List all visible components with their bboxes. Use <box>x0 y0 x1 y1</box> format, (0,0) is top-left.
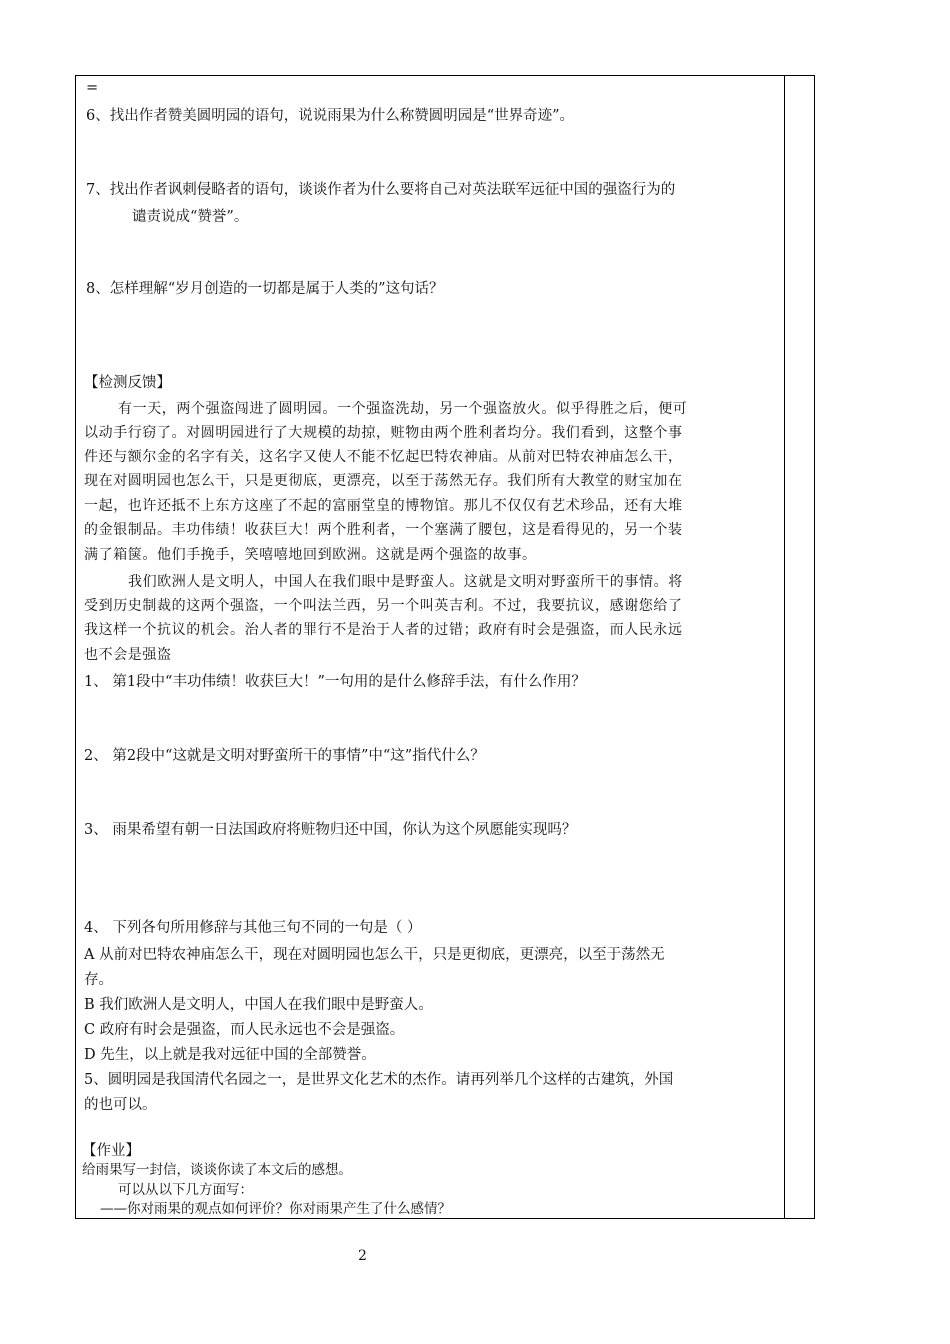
question-6: 6、找出作者赞美圆明园的语句，说说雨果为什么称赞圆明园是“世界奇迹”。 <box>86 108 575 124</box>
option-a-line-1: A 从前对巴特农神庙怎么干，现在对圆明园也怎么干，只是更彻底，更漂亮，以至于荡然无 <box>84 947 665 963</box>
passage-line: 以动手行窃了。对圆明园进行了大规模的劫掠，赃物由两个胜利者均分。我们看到，这整个事 <box>84 425 683 441</box>
homework-line-3: ——你对雨果的观点如何评价？你对雨果产生了什么感情？ <box>100 1201 451 1217</box>
passage-line: 我这样一个抗议的机会。治人者的罪行不是治于人者的过错；政府有时会是强盗，而人民永远 <box>84 622 683 638</box>
passage-line: 满了箱箧。他们手挽手，笑嘻嘻地回到欧洲。这就是两个强盗的故事。 <box>84 547 537 563</box>
passage-line: 我们欧洲人是文明人，中国人在我们眼中是野蛮人。这就是文明对野蛮所干的事情。将 <box>128 574 683 590</box>
feedback-question-1: 1、 第1段中“丰功伟绩！收获巨大！”一句用的是什么修辞手法，有什么作用？ <box>84 674 586 690</box>
feedback-question-5-line-2: 的也可以。 <box>84 1097 157 1113</box>
feedback-question-2: 2、 第2段中“这就是文明对野蛮所干的事情”中“这”指代什么？ <box>84 748 485 764</box>
question-8: 8、怎样理解“岁月创造的一切都是属于人类的”这句话？ <box>86 281 444 297</box>
passage-line: 的金银制品。丰功伟绩！收获巨大！两个胜利者，一个塞满了腰包，这是看得见的，另一个装 <box>84 522 683 538</box>
passage-line: 一起，也许还抵不上东方这座了不起的富丽堂皇的博物馆。那儿不仅仅有艺术珍品，还有大堆 <box>84 498 683 514</box>
table-column-divider <box>784 75 785 1219</box>
feedback-heading: 【检测反馈】 <box>84 375 171 391</box>
feedback-question-5-line-1: 5、圆明园是我国清代名园之一，是世界文化艺术的杰作。请再列举几个这样的古建筑，外国 <box>84 1072 674 1088</box>
question-7-line-1: 7、找出作者讽刺侵略者的语句，谈谈作者为什么要将自己对英法联军远征中国的强盗行为的 <box>86 182 676 198</box>
option-b: B 我们欧洲人是文明人，中国人在我们眼中是野蛮人。 <box>84 997 433 1013</box>
page-number: 2 <box>358 1248 367 1264</box>
feedback-question-3: 3、 雨果希望有朝一日法国政府将赃物归还中国，你认为这个夙愿能实现吗？ <box>84 822 577 838</box>
passage-line: 现在对圆明园也怎么干，只是更彻底，更漂亮，以至于荡然无存。我们所有大教堂的财宝加在 <box>84 473 683 489</box>
option-c: C 政府有时会是强盗，而人民永远也不会是强盗。 <box>84 1022 405 1038</box>
option-d: D 先生，以上就是我对远征中国的全部赞誉。 <box>84 1047 376 1063</box>
passage-line: 有一天，两个强盗闯进了圆明园。一个强盗洗劫，另一个强盗放火。似乎得胜之后，便可 <box>118 401 688 417</box>
top-mark: = <box>86 80 99 96</box>
homework-line-1: 给雨果写一封信，谈谈你读了本文后的感想。 <box>82 1162 352 1178</box>
option-a-line-2: 存。 <box>84 972 113 988</box>
passage-line: 也不会是强盗 <box>84 647 172 663</box>
question-7-line-2: 谴责说成“赞誉”。 <box>132 209 249 225</box>
feedback-question-4: 4、 下列各句所用修辞与其他三句不同的一句是（ ） <box>84 920 422 936</box>
homework-line-2: 可以从以下几方面写： <box>118 1182 253 1198</box>
homework-heading: 【作业】 <box>82 1143 140 1159</box>
passage-line: 件还与额尔金的名字有关，这名字又使人不能不忆起巴特农神庙。从前对巴特农神庙怎么干， <box>84 449 683 465</box>
passage-line: 受到历史制裁的这两个强盗，一个叫法兰西，另一个叫英吉利。不过，我要抗议，感谢您给了 <box>84 598 683 614</box>
